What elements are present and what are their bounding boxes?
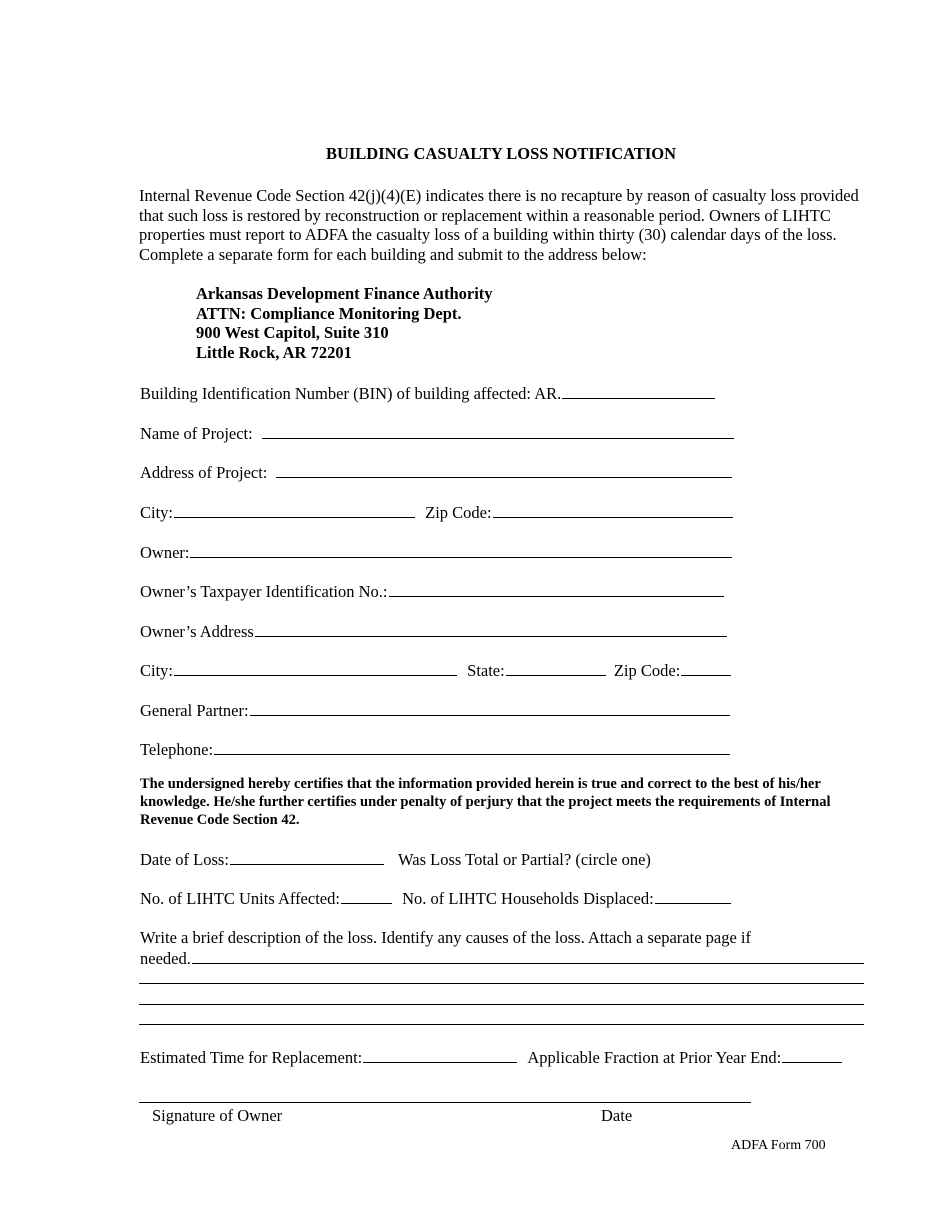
owner-field[interactable]	[190, 542, 732, 558]
intro-paragraph: Internal Revenue Code Section 42(j)(4)(E) indicates there is no recapture by reason of casualty loss provided that such loss is restored by reconstruction or replacement within a reasonable period. Owners of LIHTC properties must report to ADFA the casualty loss of a building within thirty (30) calendar days of the loss. Complete a separate form for each building and submit to the address below:	[139, 186, 859, 264]
project-address-label: Address of Project:	[140, 463, 268, 482]
city-zip-row	[140, 502, 733, 523]
est-time-label: Estimated Time for Replacement:	[140, 1048, 363, 1067]
total-or-partial-label: Was Loss Total or Partial? (circle one)	[398, 850, 651, 869]
applicable-fraction-label: Applicable Fraction at Prior Year End:	[527, 1048, 782, 1067]
general-partner-field[interactable]	[250, 700, 730, 716]
households-displaced-field[interactable]	[655, 888, 731, 904]
project-name-label: Name of Project:	[140, 424, 253, 443]
owner-address-label: Owner’s Address	[140, 622, 254, 641]
city-field[interactable]	[174, 502, 415, 518]
address-line-1: Arkansas Development Finance Authority	[196, 284, 493, 303]
applicable-fraction-field[interactable]	[782, 1047, 842, 1063]
state-field[interactable]	[506, 660, 606, 676]
bin-label: Building Identification Number (BIN) of building affected: AR.	[140, 384, 562, 403]
city-label: City:	[140, 503, 174, 522]
address-line-2: ATTN: Compliance Monitoring Dept.	[196, 303, 462, 323]
owner-address-field[interactable]	[255, 621, 727, 637]
owner-row	[140, 542, 732, 563]
address-line-4: Little Rock, AR 72201	[196, 342, 352, 362]
zip-field[interactable]	[493, 502, 733, 518]
state-label: State:	[467, 661, 505, 680]
units-affected-label: No. of LIHTC Units Affected:	[140, 889, 340, 908]
form-title: BUILDING CASUALTY LOSS NOTIFICATION	[325, 144, 677, 163]
description-line-3[interactable]	[139, 1004, 864, 1005]
lihtc-row	[140, 888, 731, 909]
zip2-field[interactable]	[681, 660, 731, 676]
project-name-field[interactable]	[262, 423, 734, 439]
est-time-field[interactable]	[363, 1047, 517, 1063]
description-field[interactable]	[192, 948, 864, 964]
project-name-row	[140, 423, 734, 444]
certification-statement: The undersigned hereby certifies that the information provided herein is true and correct to the best of his/her knowledge. He/she further certifies under penalty of perjury that the project meets the requirements of Internal Revenue Code Section 42.	[140, 776, 831, 828]
owner-tin-field[interactable]	[389, 581, 724, 597]
date-of-loss-field[interactable]	[230, 849, 384, 865]
zip-label: Zip Code:	[425, 503, 492, 522]
description-prompt: Write a brief description of the loss. Identify any causes of the loss. Attach a separate page if	[140, 928, 751, 947]
description-line-2[interactable]	[139, 983, 864, 984]
households-displaced-label: No. of LIHTC Households Displaced:	[402, 889, 654, 908]
telephone-row	[140, 739, 730, 760]
project-address-row	[140, 462, 732, 483]
project-address-field[interactable]	[276, 462, 732, 478]
general-partner-label: General Partner:	[140, 701, 249, 720]
signature-line[interactable]	[139, 1102, 751, 1103]
telephone-label: Telephone:	[140, 740, 214, 759]
description-line-4[interactable]	[139, 1024, 864, 1025]
zip2-label: Zip Code:	[613, 661, 681, 680]
date-of-loss-row	[140, 849, 651, 870]
owner-address-row	[140, 621, 727, 642]
description-needed-label: needed.	[140, 949, 191, 968]
form-number: ADFA Form 700	[731, 1138, 826, 1153]
city-state-zip-row	[140, 660, 731, 681]
address-line-3: 900 West Capitol, Suite 310	[196, 323, 389, 342]
owner-label: Owner:	[140, 543, 190, 562]
bin-row	[140, 383, 715, 404]
signature-label: Signature of Owner	[152, 1106, 283, 1125]
general-partner-row	[140, 700, 730, 721]
bin-field[interactable]	[562, 383, 715, 399]
city2-label: City:	[140, 661, 174, 680]
estimate-row	[140, 1047, 842, 1068]
city2-field[interactable]	[174, 660, 457, 676]
owner-tin-row	[140, 581, 724, 602]
description-row	[140, 948, 864, 969]
date-of-loss-label: Date of Loss:	[140, 850, 229, 869]
mailing-address	[196, 284, 493, 362]
telephone-field[interactable]	[214, 739, 730, 755]
units-affected-field[interactable]	[341, 888, 392, 904]
date-label: Date	[601, 1106, 633, 1125]
owner-tin-label: Owner’s Taxpayer Identification No.:	[140, 582, 388, 601]
